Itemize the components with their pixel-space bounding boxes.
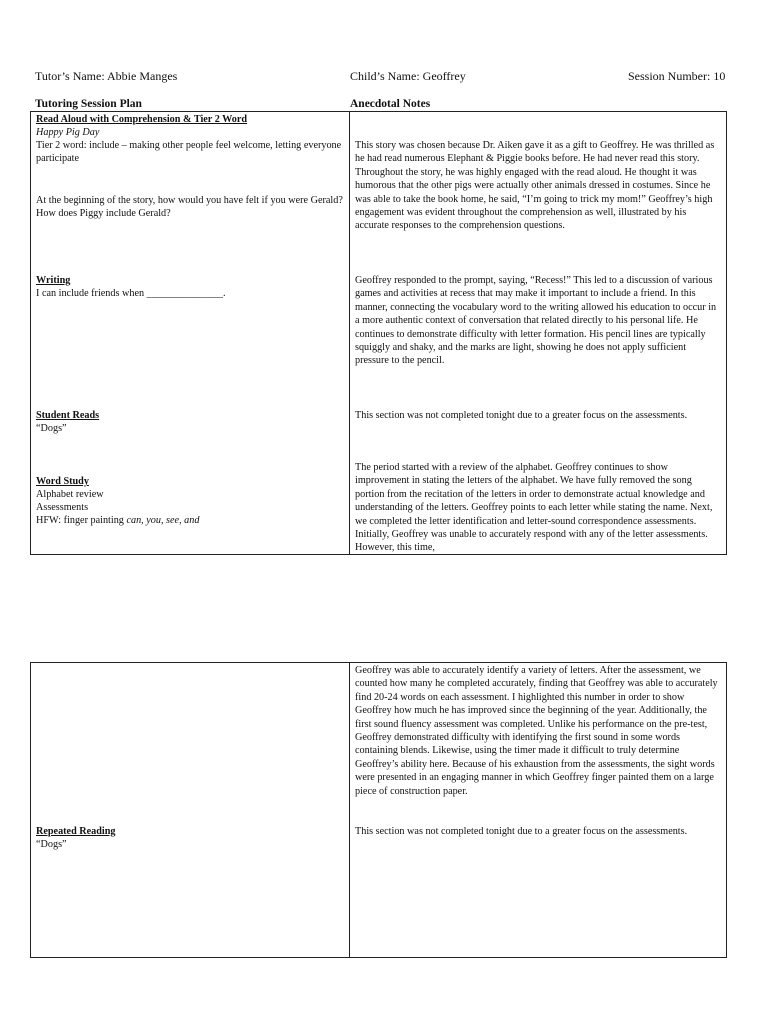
word-study-line1: Alphabet review — [36, 489, 104, 500]
hfw-words: can, you, see, and — [126, 515, 200, 526]
session-table-page2 — [30, 662, 727, 958]
read-aloud-heading: Read Aloud with Comprehension & Tier 2 Word — [36, 114, 248, 125]
student-reads-heading: Student Reads — [36, 410, 100, 421]
comprehension-question: At the beginning of the story, how would you have felt if you were Gerald? How does Piggy include Gerald? — [36, 195, 343, 220]
writing-note: Geoffrey responded to the prompt, saying, “Recess!” This led to a discussion of various games and activities at recess that may make it important to include a friend. In this manner, connecting the vocabulary word to the writing allowed his education to occur in a more authentic context of conversation that related directly to his personal life. He continues to demonstrate difficulty with letter formation. His pencil lines are typically squiggly and shaky, and the marks are light, showing he does not apply sufficient pressure to the pencil. — [355, 275, 717, 367]
repeated-reading-note: This section was not completed tonight due to a greater focus on the assessments. — [355, 826, 688, 837]
repeated-reading-title: “Dogs” — [36, 839, 67, 850]
session-number: Session Number: 10 — [628, 69, 726, 83]
column-header-notes: Anecdotal Notes — [350, 98, 431, 110]
read-aloud-book-title: Happy Pig Day — [36, 127, 100, 138]
hfw-label: HFW: finger painting — [36, 515, 127, 526]
student-reads-note: This section was not completed tonight due to a greater focus on the assessments. — [355, 410, 688, 421]
word-study-hfw — [36, 514, 345, 527]
writing-heading: Writing — [36, 275, 71, 286]
word-study-note-continued: Geoffrey was able to accurately identify a variety of letters. After the assessment, we counted how many he completed accurately, finding that Geoffrey was able to accurately find 20-24 words on each assessment. I highlighted this number in order to show Geoffrey how much he has improved since the beginning of the year. Additionally, the first sound fluency assessment was completed. Unlike his performance on the pre-test, Geoffrey demonstrated difficulty with identifying the first sound in some words containing blends. Likewise, using the timer made it difficult to truly determine Geoffrey’s ability here. Because of his exhaustion from the assessments, the sight words were presented in an engaging manner in which Geoffrey finger painted them on a large piece of construction paper. — [355, 665, 718, 797]
repeated-reading-heading: Repeated Reading — [36, 826, 116, 837]
word-study-note: The period started with a review of the alphabet. Geoffrey continues to show improvement in stating the letters of the alphabet. We have fully removed the song portion from the recitation of the letters in order to demonstrate actual knowledge and understanding of the letters. Geoffrey points to each letter while stating the name. Next, we completed the letter identification and letter-sound correspondence assessments. Initially, Geoffrey was unable to accurately respond with any of the letter assessments. However, this time, — [355, 462, 713, 554]
writing-prompt: I can include friends when _______________. — [36, 288, 226, 299]
column-header-plan: Tutoring Session Plan — [35, 98, 142, 110]
tier2-word: Tier 2 word: include – making other people feel welcome, letting everyone participate — [36, 140, 342, 165]
child-name: Child’s Name: Geoffrey — [350, 69, 466, 83]
notes-cell-page2 — [350, 663, 727, 958]
read-aloud-note: This story was chosen because Dr. Aiken gave it as a gift to Geoffrey. He was thrilled as he had read numerous Elephant & Piggie books before. He had never read this story. Throughout the story, he was highly engaged with the read aloud. He thought it was humorous that the other pigs were actually other animals dressed in costumes. Since he was able to take the book home, he said, “I’m going to trick my mom!” Geoffrey’s high engagement was evident throughout the comprehension as well, illustrated by his accurate responses to the comprehension questions. — [355, 140, 715, 232]
word-study-heading: Word Study — [36, 476, 89, 487]
tutor-name: Tutor’s Name: Abbie Manges — [35, 69, 178, 83]
word-study-line2: Assessments — [36, 502, 89, 513]
session-table-page1 — [30, 111, 727, 555]
student-reads-title: “Dogs” — [36, 423, 67, 434]
plan-cell-page2 — [31, 663, 350, 958]
notes-cell-page1 — [350, 112, 727, 555]
plan-cell-page1 — [31, 112, 350, 555]
